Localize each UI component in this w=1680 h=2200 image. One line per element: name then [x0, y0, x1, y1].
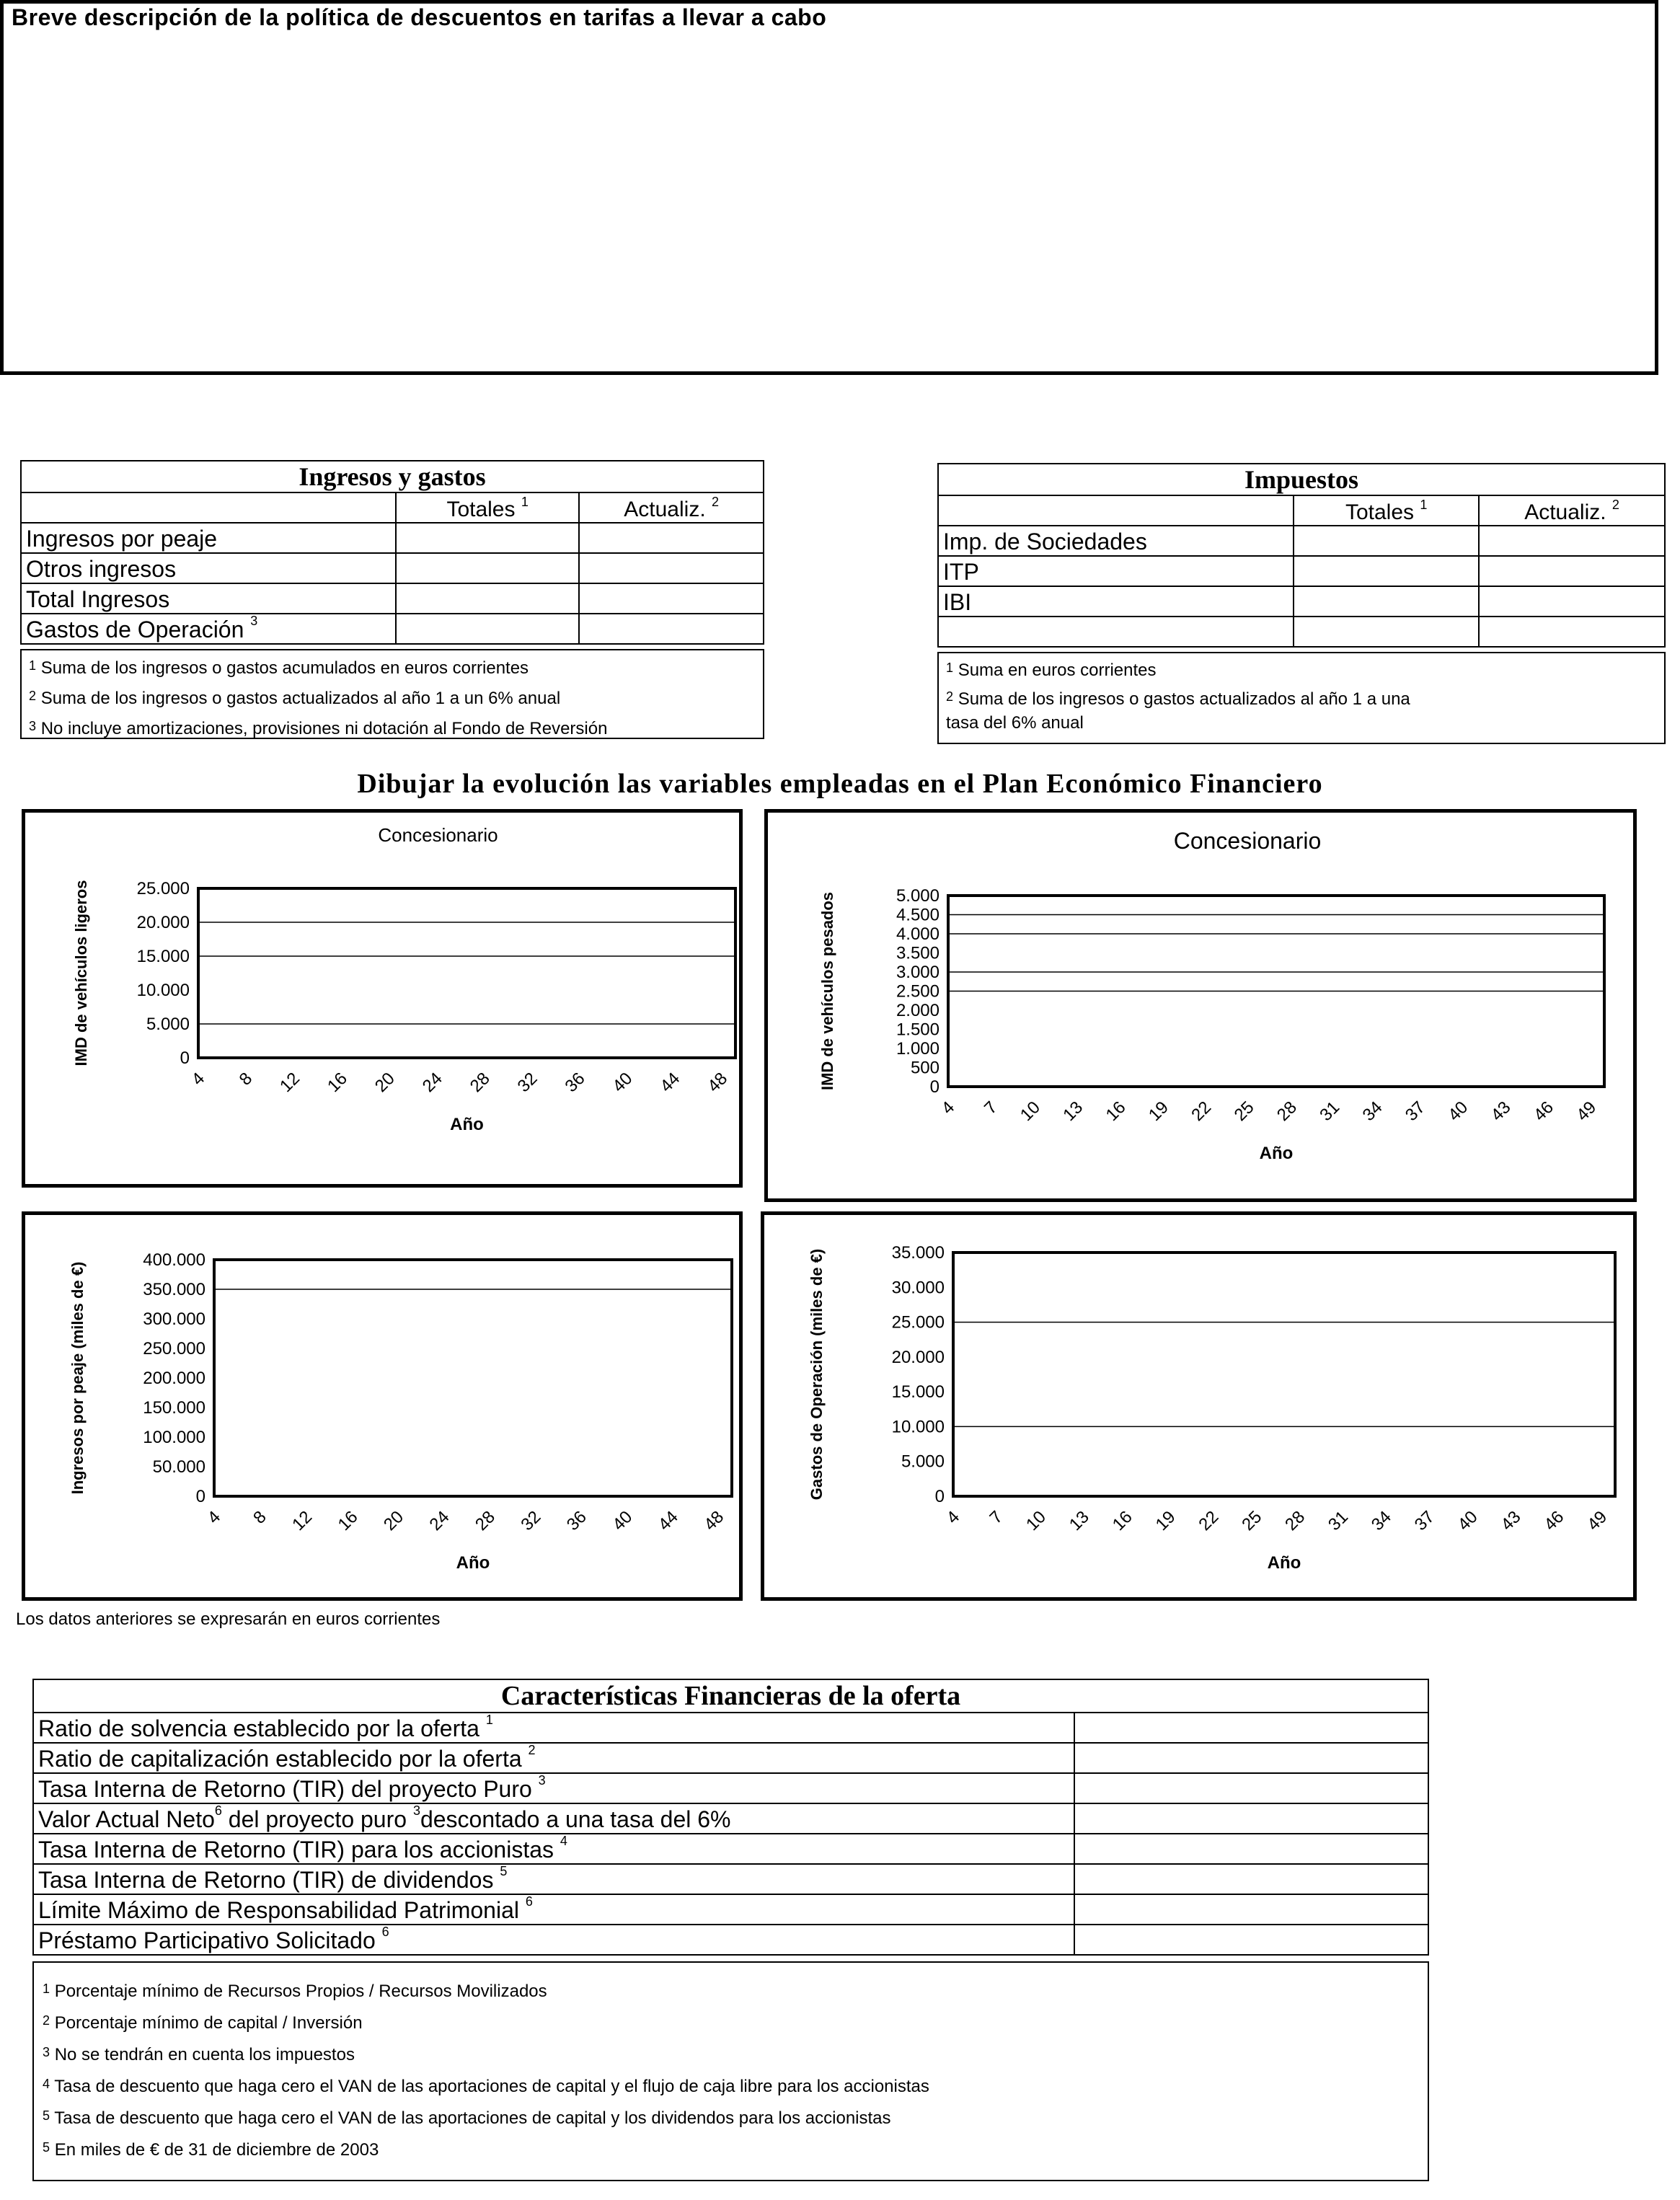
table-row [21, 553, 764, 583]
x-tick-label: 12 [288, 1507, 317, 1535]
impuestos-notes [937, 652, 1666, 744]
y-tick-label: 50.000 [152, 1457, 205, 1477]
footnote: $^3$ No se tendrán en cuenta los impuestos [43, 2045, 355, 2064]
caracteristicas-notes [32, 1961, 1429, 2181]
x-tick-label: 31 [1316, 1097, 1344, 1126]
x-tick-label: 49 [1573, 1097, 1601, 1126]
value-cell[interactable] [1294, 556, 1479, 586]
footnote: $^5$ Tasa de descuento que haga cero el VAN de las aportaciones de capital y los dividendos para los accionistas [43, 2108, 891, 2128]
col-totales: Totales $^1$ [396, 492, 579, 523]
y-tick-label: 25.000 [891, 1312, 945, 1333]
y-tick-label: 0 [195, 1487, 205, 1506]
table-row [33, 1894, 1428, 1925]
y-tick-label: 1.000 [896, 1039, 940, 1059]
y-tick-label: 4.000 [896, 924, 940, 944]
value-cell[interactable] [1074, 1803, 1428, 1834]
x-tick-label: 25 [1238, 1507, 1266, 1535]
ingresos-gastos-title: Ingresos y gastos [21, 461, 764, 492]
x-tick-label: 31 [1325, 1507, 1353, 1535]
x-axis-label: Año [456, 1553, 490, 1573]
header-empty [21, 492, 396, 523]
x-tick-label: 13 [1065, 1507, 1093, 1535]
row-label: Ratio de capitalización establecido por la oferta $^2$ [33, 1743, 1074, 1773]
y-tick-label: 2.500 [896, 981, 940, 1002]
row-label: Valor Actual Neto$^6$ del proyecto puro $^3$descontado a una tasa del 6% [33, 1803, 1074, 1834]
x-tick-label: 28 [1273, 1097, 1301, 1126]
x-tick-label: 16 [1108, 1507, 1136, 1535]
chart-pesados [768, 813, 1633, 1198]
ingresos-gastos-notes [20, 649, 764, 739]
x-tick-label: 32 [513, 1069, 541, 1097]
x-tick-label: 13 [1059, 1097, 1087, 1126]
x-tick-label: 16 [323, 1069, 351, 1097]
value-cell[interactable] [1479, 586, 1665, 617]
x-tick-label: 44 [656, 1069, 684, 1097]
table-row [33, 1743, 1428, 1773]
y-axis-label: Gastos de Operación (miles de €) [808, 1248, 826, 1501]
plot-area [198, 888, 735, 1058]
x-tick-label: 43 [1497, 1507, 1525, 1535]
chart-gastos-operacion [764, 1215, 1633, 1597]
value-cell[interactable] [1074, 1773, 1428, 1803]
value-cell[interactable] [579, 614, 764, 644]
plot-area [953, 1253, 1615, 1496]
row-label: Tasa Interna de Retorno (TIR) para los accionistas $^4$ [33, 1834, 1074, 1864]
chart-title: Concesionario [1173, 828, 1322, 854]
table-row [33, 1773, 1428, 1803]
y-tick-label: 0 [929, 1077, 940, 1097]
y-axis-label: IMD de vehículos ligeros [72, 880, 90, 1066]
y-tick-label: 15.000 [891, 1382, 945, 1402]
value-cell[interactable] [579, 553, 764, 583]
x-tick-label: 40 [609, 1069, 637, 1097]
value-cell[interactable] [396, 583, 579, 614]
value-cell[interactable] [1294, 586, 1479, 617]
description-label: Breve descripción de la política de descuentos en tarifas a llevar a cabo [12, 4, 827, 30]
y-tick-label: 35.000 [891, 1243, 945, 1263]
table-row [33, 1925, 1428, 1955]
y-axis-label: IMD de vehículos pesados [818, 891, 836, 1091]
x-tick-label: 46 [1529, 1097, 1557, 1126]
col-totales: Totales $^1$ [1294, 495, 1479, 526]
x-tick-label: 12 [276, 1069, 304, 1097]
table-row [21, 523, 764, 553]
value-cell[interactable] [1074, 1864, 1428, 1894]
y-tick-label: 5.000 [146, 1015, 190, 1034]
value-cell[interactable] [1294, 526, 1479, 556]
row-label: ITP [938, 556, 1294, 586]
x-tick-label: 22 [1195, 1507, 1223, 1535]
value-cell[interactable] [579, 523, 764, 553]
x-tick-label: 20 [380, 1507, 408, 1535]
row-label: Ratio de solvencia establecido por la oferta $^1$ [33, 1713, 1074, 1743]
x-tick-label: 8 [249, 1507, 270, 1528]
row-label: Tasa Interna de Retorno (TIR) del proyecto Puro $^3$ [33, 1773, 1074, 1803]
value-cell[interactable] [1074, 1743, 1428, 1773]
x-tick-label: 40 [1454, 1507, 1482, 1535]
chart-panel-ingresos [22, 1211, 743, 1601]
chart-ingresos-peaje [25, 1215, 739, 1597]
table-row [938, 556, 1665, 586]
footnote: $^3$ No incluye amortizaciones, provisiones ni dotación al Fondo de Reversión [29, 719, 608, 738]
x-tick-label: 34 [1367, 1507, 1395, 1535]
row-label: Gastos de Operación $^3$ [21, 614, 396, 644]
row-label: IBI [938, 586, 1294, 617]
caracteristicas-title: Características Financieras de la oferta [33, 1679, 1428, 1713]
x-tick-label: 4 [203, 1507, 225, 1528]
row-label: Préstamo Participativo Solicitado $^6$ [33, 1925, 1074, 1955]
table-row [33, 1713, 1428, 1743]
chart-panel-gastos [761, 1211, 1637, 1601]
footnote: $^1$ Suma de los ingresos o gastos acumulados en euros corrientes [29, 658, 529, 678]
y-axis-label: Ingresos por peaje (miles de €) [68, 1261, 87, 1495]
row-label: Otros ingresos [21, 553, 396, 583]
x-tick-label: 4 [187, 1069, 209, 1090]
x-tick-label: 25 [1230, 1097, 1258, 1126]
table-row [21, 583, 764, 614]
footnote: $^2$ Porcentaje mínimo de capital / Inversión [43, 2013, 363, 2033]
y-tick-label: 20.000 [136, 913, 190, 932]
table-row [33, 1834, 1428, 1864]
chart-title: Concesionario [378, 824, 498, 846]
value-cell[interactable] [1294, 617, 1479, 647]
row-label: Imp. de Sociedades [938, 526, 1294, 556]
table-row [33, 1803, 1428, 1834]
y-tick-label: 25.000 [136, 879, 190, 898]
table-row [938, 617, 1665, 647]
chart-panel-pesados [764, 809, 1637, 1202]
table-row [33, 1864, 1428, 1894]
value-cell[interactable] [1074, 1834, 1428, 1864]
x-tick-label: 19 [1144, 1097, 1172, 1126]
x-tick-label: 48 [704, 1069, 732, 1097]
y-tick-label: 10.000 [136, 981, 190, 1000]
x-tick-label: 28 [466, 1069, 494, 1097]
x-tick-label: 40 [1444, 1097, 1472, 1126]
y-tick-label: 100.000 [143, 1428, 205, 1447]
currency-note: Los datos anteriores se expresarán en euros corrientes [16, 1609, 441, 1629]
y-tick-label: 30.000 [891, 1278, 945, 1298]
impuestos-table [937, 463, 1666, 648]
value-cell[interactable] [1479, 556, 1665, 586]
footnote: tasa del 6% anual [946, 713, 1084, 733]
x-tick-label: 7 [981, 1097, 1002, 1118]
value-cell[interactable] [1074, 1894, 1428, 1925]
y-tick-label: 200.000 [143, 1369, 205, 1388]
x-tick-label: 24 [425, 1507, 454, 1535]
x-tick-label: 10 [1016, 1097, 1044, 1126]
x-tick-label: 28 [1281, 1507, 1309, 1535]
chart-ligeros [25, 813, 739, 1184]
value-cell[interactable] [1074, 1713, 1428, 1743]
x-tick-label: 49 [1583, 1507, 1612, 1535]
table-row [938, 526, 1665, 556]
value-cell[interactable] [1479, 617, 1665, 647]
x-tick-label: 24 [418, 1069, 446, 1097]
col-actualiz: Actualiz. $^2$ [1479, 495, 1665, 526]
footnote: $^1$ Porcentaje mínimo de Recursos Propios / Recursos Movilizados [43, 1982, 547, 2001]
ingresos-gastos-table [20, 460, 764, 645]
x-tick-label: 44 [654, 1507, 682, 1535]
value-cell[interactable] [1479, 526, 1665, 556]
x-tick-label: 16 [1102, 1097, 1130, 1126]
y-tick-label: 2.000 [896, 1001, 940, 1020]
x-tick-label: 22 [1188, 1097, 1216, 1126]
row-label: Total Ingresos [21, 583, 396, 614]
table-row [21, 614, 764, 644]
charts-heading: Dibujar la evolución las variables empleadas en el Plan Económico Financiero [357, 769, 1323, 799]
chart-panel-ligeros [22, 809, 743, 1188]
x-tick-label: 40 [609, 1507, 637, 1535]
y-tick-label: 3.500 [896, 943, 940, 963]
value-cell[interactable] [396, 614, 579, 644]
y-tick-label: 15.000 [136, 947, 190, 966]
x-tick-label: 37 [1410, 1507, 1438, 1535]
value-cell[interactable] [396, 553, 579, 583]
x-tick-label: 4 [942, 1507, 964, 1528]
description-box[interactable] [0, 0, 1658, 375]
x-tick-label: 34 [1358, 1097, 1387, 1126]
row-label: Ingresos por peaje [21, 523, 396, 553]
y-tick-label: 4.500 [896, 905, 940, 925]
x-tick-label: 48 [700, 1507, 728, 1535]
y-tick-label: 400.000 [143, 1250, 205, 1270]
x-tick-label: 46 [1540, 1507, 1568, 1535]
x-tick-label: 20 [371, 1069, 399, 1097]
footnote: $^2$ Suma de los ingresos o gastos actualizados al año 1 a una [946, 689, 1410, 709]
y-tick-label: 5.000 [901, 1452, 945, 1472]
y-tick-label: 300.000 [143, 1309, 205, 1329]
header-empty [938, 495, 1294, 526]
x-tick-label: 37 [1401, 1097, 1429, 1126]
y-tick-label: 350.000 [143, 1280, 205, 1299]
x-tick-label: 7 [986, 1507, 1007, 1528]
x-tick-label: 10 [1022, 1507, 1050, 1535]
value-cell[interactable] [1074, 1925, 1428, 1955]
footnote: $^2$ Suma de los ingresos o gastos actualizados al año 1 a un 6% anual [29, 689, 561, 708]
y-tick-label: 0 [180, 1048, 190, 1068]
footnote: $^5$ En miles de € de 31 de diciembre de 2003 [43, 2140, 379, 2160]
y-tick-label: 250.000 [143, 1339, 205, 1359]
table-row [938, 586, 1665, 617]
footnote: $^1$ Suma en euros corrientes [946, 661, 1157, 680]
x-tick-label: 8 [235, 1069, 257, 1090]
footnote: $^4$ Tasa de descuento que haga cero el VAN de las aportaciones de capital y el flujo de caja libre para los accionistas [43, 2077, 929, 2096]
impuestos-title: Impuestos [938, 464, 1665, 495]
x-axis-label: Año [1267, 1553, 1301, 1573]
value-cell[interactable] [396, 523, 579, 553]
x-tick-label: 32 [517, 1507, 545, 1535]
row-label: Límite Máximo de Responsabilidad Patrimonial $^6$ [33, 1894, 1074, 1925]
plot-area [214, 1260, 732, 1496]
y-tick-label: 5.000 [896, 886, 940, 906]
x-axis-label: Año [1259, 1144, 1294, 1163]
col-actualiz: Actualiz. $^2$ [579, 492, 764, 523]
x-tick-label: 28 [471, 1507, 499, 1535]
y-tick-label: 150.000 [143, 1398, 205, 1418]
x-tick-label: 36 [562, 1507, 591, 1535]
x-tick-label: 36 [561, 1069, 589, 1097]
x-tick-label: 19 [1151, 1507, 1180, 1535]
x-axis-label: Año [450, 1115, 484, 1134]
y-tick-label: 20.000 [891, 1347, 945, 1367]
x-tick-label: 43 [1487, 1097, 1515, 1126]
row-label [938, 617, 1294, 647]
caracteristicas-table [32, 1679, 1429, 1956]
y-tick-label: 500 [910, 1058, 940, 1078]
x-tick-label: 4 [937, 1097, 959, 1118]
y-tick-label: 0 [934, 1487, 945, 1506]
x-tick-label: 16 [334, 1507, 362, 1535]
y-tick-label: 1.500 [896, 1020, 940, 1040]
row-label: Tasa Interna de Retorno (TIR) de dividendos $^5$ [33, 1864, 1074, 1894]
y-tick-label: 3.000 [896, 963, 940, 982]
value-cell[interactable] [579, 583, 764, 614]
y-tick-label: 10.000 [891, 1417, 945, 1437]
